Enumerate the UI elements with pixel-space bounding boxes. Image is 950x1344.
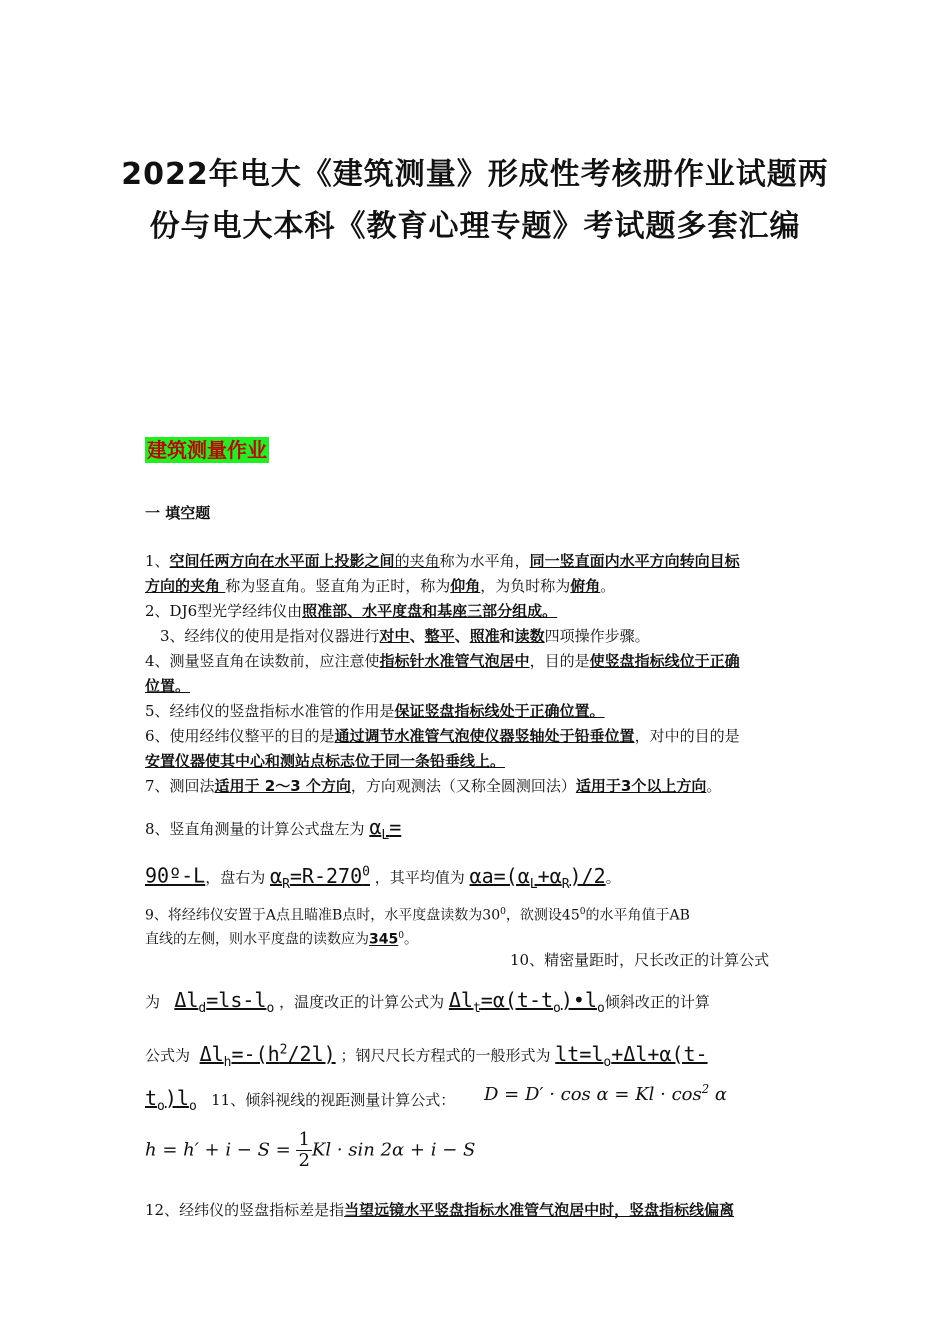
q9-sup-3: 0	[398, 931, 405, 941]
q8-avg-3: )/2	[569, 863, 606, 888]
q10-temp-formula	[448, 988, 605, 1016]
q5-answer: 保证竖盘指标线处于正确位置。	[394, 702, 605, 720]
q8-left-value: 90º-L	[145, 863, 206, 888]
q5-text: 5、经纬仪的竖盘指标水准管的作用是	[145, 702, 395, 720]
q10-f2-sub-t: t	[472, 1001, 481, 1016]
question-10-line-2	[145, 990, 710, 1019]
q10-f2-c: )•l	[560, 988, 597, 1012]
q10-length-formula	[174, 988, 275, 1016]
q10-f2-b: =α(t-t	[480, 988, 554, 1012]
q11-distance-formula	[484, 1082, 727, 1105]
q10-f1-sub-o: o	[266, 1001, 275, 1016]
part-heading: 一 填空题	[145, 504, 211, 522]
q11-frac-den: 2	[298, 1150, 310, 1171]
q8-text-2: ，盘右为	[205, 868, 266, 887]
q10-f4-sub-o: o	[603, 1054, 612, 1070]
q9-text-2: ，欲测设45	[505, 907, 580, 924]
q10-f4-sub-o3: o	[188, 1099, 197, 1114]
question-7	[145, 776, 721, 796]
q7-text-2: ，方向观测法（又称全圆测回法）	[350, 777, 576, 795]
q10-f4-sub-o2: o	[157, 1099, 165, 1114]
q7-text: 7、测回法	[145, 777, 215, 795]
question-8-line-2	[145, 862, 621, 895]
q1-text-3: 称为竖直角。竖直角为正时，称为	[225, 577, 451, 595]
q9-text-4: 直线的左侧，则水平度盘的读数应为	[145, 931, 369, 948]
q8-sub-l: L	[381, 828, 390, 843]
q8-right-value: =R-270	[289, 863, 363, 888]
q10-f2-a: Δl	[448, 988, 473, 1012]
q7-text-3: 。	[706, 777, 722, 795]
q6-text: 6、使用经纬仪整平的目的是	[145, 727, 335, 745]
q11-fraction	[296, 1130, 311, 1171]
q2-text: 2、DJ6型光学经纬仪由	[145, 602, 303, 620]
q10-text: 10、精密量距时，尺长改正的计算公式	[510, 951, 770, 969]
q1-text-2: 称为水平角，	[439, 552, 530, 570]
q9-sup-2: 0	[579, 907, 586, 917]
q1-text-1: 的夹角	[394, 552, 440, 570]
q3-answer-1: 对中	[379, 627, 410, 645]
q8-text-3: ，其平均值为	[374, 868, 465, 887]
q8-sub-r: R	[282, 876, 290, 892]
q11-frac-num: 1	[298, 1129, 310, 1150]
question-10-line-1	[510, 950, 769, 970]
q1-text-4: ，为负时称为	[480, 577, 571, 595]
q4-answer-1: 指标针水准管气泡居中	[379, 652, 530, 670]
q8-average-formula	[469, 863, 606, 892]
q10-f4-c: t	[145, 1086, 158, 1110]
q10-f3-c: /2l)	[287, 1041, 336, 1066]
q1-answer-4: 俯角	[570, 577, 601, 595]
document-title-line-1: 2022年电大《建筑测量》形成性考核册作业试题两	[121, 157, 829, 192]
q4-answer-2: 使竖盘指标线位于正确	[589, 652, 740, 670]
question-10-line-4	[145, 1088, 455, 1117]
question-1-line-1	[145, 551, 740, 571]
q8-right-formula	[270, 863, 370, 892]
q7-answer-2: 适用于3个以上方向	[575, 777, 707, 795]
question-12	[145, 1200, 734, 1220]
question-9-line-2	[145, 926, 418, 950]
q10-f1-a: Δl	[174, 988, 199, 1012]
question-5	[145, 701, 605, 721]
q8-avg-sub-l: L	[529, 876, 538, 892]
q10-wei: 为	[145, 993, 161, 1011]
q1-answer-2: 同一竖直面内水平方向转向目标	[529, 552, 740, 570]
q12-answer: 当望远镜水平竖盘指标水准管气泡居中时，竖盘指标线偏离	[344, 1201, 735, 1219]
q9-text-3: 的水平角值于AB	[585, 907, 690, 924]
q10-tape-equation-cont	[145, 1086, 197, 1114]
q10-f4-d: )l	[164, 1086, 189, 1110]
question-6-line-2	[145, 751, 505, 771]
q6-answer-1: 通过调节水准管气泡使仪器竖轴处于铅垂位置	[334, 727, 635, 745]
q10-f1-b: =ls-l	[206, 988, 267, 1012]
q8-end: 。	[605, 868, 621, 887]
q1-answer-1: 空间任两方向在水平面上投影之间	[169, 552, 395, 570]
q3-answer-3: 照准	[469, 627, 500, 645]
q8-alpha: α	[369, 815, 382, 839]
question-3	[160, 626, 650, 646]
q3-sep-1: 、	[409, 627, 425, 645]
q8-left-formula	[369, 815, 402, 843]
document-title-line-2: 份与电大本科《教育心理专题》考试题多套汇编	[149, 209, 801, 244]
q10-slope-formula	[199, 1041, 336, 1070]
q1-number: 1、	[145, 552, 170, 570]
q10-f3-a: Δl	[199, 1041, 224, 1066]
question-4-line-1	[145, 651, 740, 671]
q10-f4-b: +Δl+α(t-	[611, 1041, 708, 1066]
q3-sep-3: 和	[499, 627, 515, 645]
q2-answer: 照准部、水平度盘和基座三部分组成。	[302, 602, 558, 620]
q7-answer-1: 适用于 2～3 个方向	[214, 777, 351, 795]
q3-text-end: 四项操作步骤。	[544, 627, 650, 645]
q11-f1: D = D′ · cos α = Kl · cos	[484, 1084, 702, 1105]
q10-f2-sub-o: o	[553, 1001, 561, 1016]
q9-answer: 345	[369, 931, 399, 948]
q8-alpha-r: α	[270, 863, 283, 888]
q3-answer-2: 整平	[424, 627, 455, 645]
section-heading: 建筑测量作业	[147, 438, 267, 462]
q11-height-formula	[145, 1130, 475, 1171]
q11-text: 11、倾斜视线的视距测量计算公式：	[211, 1091, 456, 1109]
q1-text-5: 。	[600, 577, 616, 595]
question-1-line-2	[145, 576, 615, 596]
q8-avg-2: +α	[537, 863, 562, 888]
question-4-line-2	[145, 676, 190, 696]
q10-text-3: 倾斜改正的计算	[604, 993, 710, 1011]
q9-text: 9、将经纬仪安置于A点且瞄准B点时，水平度盘读数为30	[145, 907, 501, 924]
q3-text: 3、经纬仪的使用是指对仪器进行	[160, 627, 380, 645]
q9-sup-1: 0	[500, 907, 506, 917]
q10-text-5: ；钢尺尺长方程式的一般形式为	[340, 1046, 551, 1065]
q10-f3-sub-h: h	[223, 1054, 232, 1070]
q10-f3-sup: 2	[279, 1042, 288, 1057]
q11-f2-b: Kl · sin 2α + i − S	[311, 1139, 476, 1161]
q10-f2-sub-o2: o	[597, 1001, 605, 1016]
q6-text-2: ，对中的目的是	[634, 727, 740, 745]
question-10-line-3	[145, 1040, 708, 1073]
q10-f4-a: lt=l	[555, 1041, 604, 1066]
q8-sup: 0	[362, 864, 370, 879]
question-6-line-1	[145, 726, 740, 746]
q8-text: 8、竖直角测量的计算公式盘左为	[145, 820, 365, 838]
q6-answer-2: 安置仪器使其中心和测站点标志位于同一条铅垂线上。	[145, 752, 506, 770]
question-9-line-1	[145, 902, 690, 926]
q10-f1-sub-d: d	[198, 1001, 207, 1016]
q8-avg-1: αa=(α	[469, 863, 530, 888]
q10-tape-equation	[555, 1041, 708, 1070]
q9-end: 。	[404, 931, 419, 948]
q4-text: 4、测量竖直角在读数前，应注意使	[145, 652, 380, 670]
q8-eq: =	[389, 815, 402, 839]
q11-f1-sup: 2	[701, 1082, 710, 1096]
q4-answer-2b: 位置。	[145, 677, 191, 695]
q1-answer-2b: 方向的夹角	[145, 577, 226, 595]
q1-answer-3: 仰角	[450, 577, 481, 595]
q3-answer-4: 读数	[514, 627, 545, 645]
q10-f3-b: =-(h	[231, 1041, 280, 1066]
q10-text-4: 公式为	[145, 1046, 191, 1065]
question-2	[145, 601, 557, 621]
q11-f1-end: α	[709, 1084, 728, 1105]
q3-sep-2: 、	[454, 627, 470, 645]
q4-text-2: ，目的是	[529, 652, 590, 670]
q11-f2-a: h = h′ + i − S =	[145, 1139, 297, 1161]
q8-avg-sub-r: R	[561, 876, 570, 892]
q10-text-2: ，温度改正的计算公式为	[279, 993, 445, 1011]
q12-text: 12、经纬仪的竖盘指标差是指	[145, 1201, 345, 1219]
question-8-line-1	[145, 817, 401, 846]
